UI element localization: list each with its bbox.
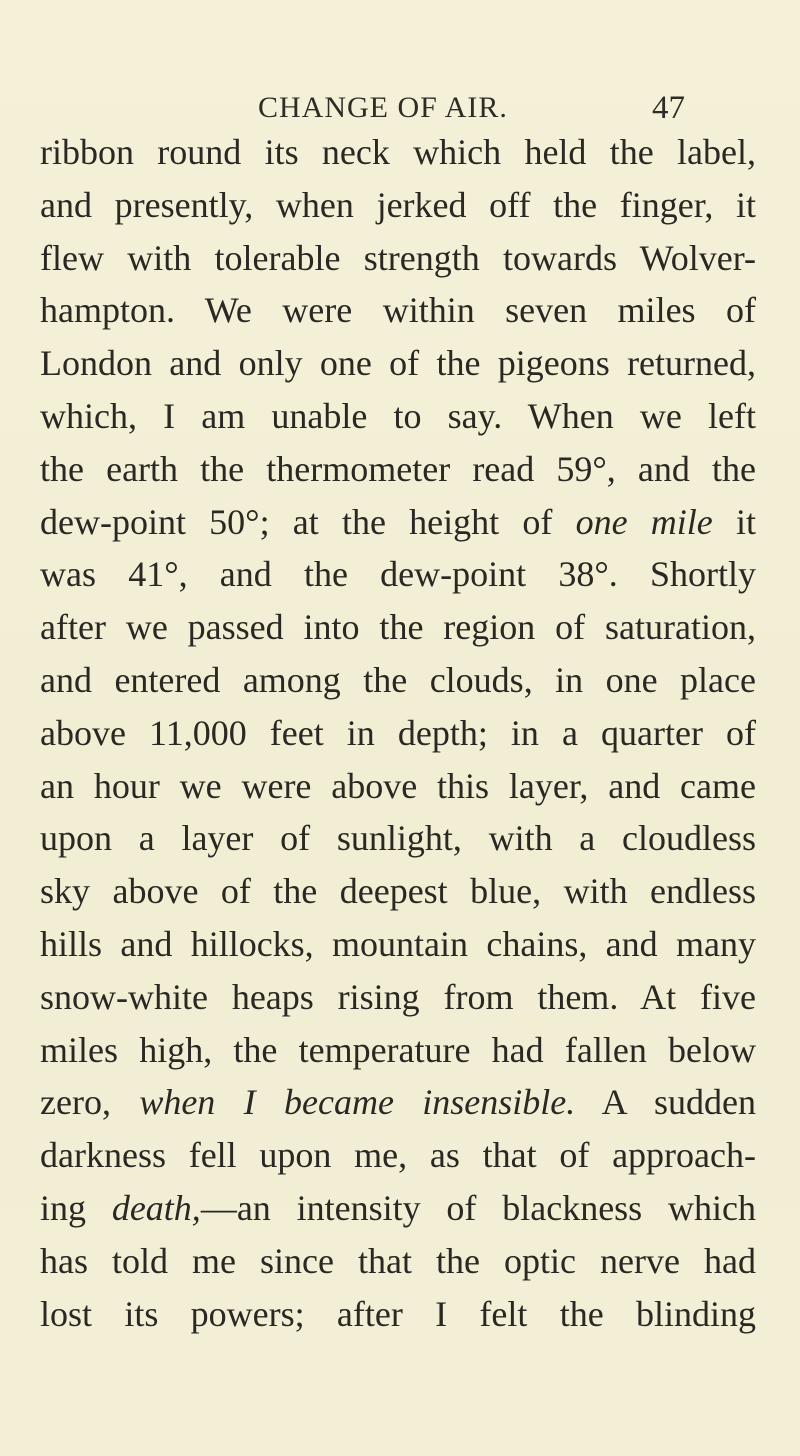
text-line: above 11,000 feet in depth; in a quarter of xyxy=(40,712,756,753)
text-line: London and only one of the pigeons returned, xyxy=(40,343,756,384)
text-line: which, I am unable to say. When we left xyxy=(40,395,756,436)
text-line: zero, when I became insensible. A sudden xyxy=(40,1082,757,1123)
text-line: and entered among the clouds, in one place xyxy=(40,659,756,700)
text-line: miles high, the temperature had fallen below xyxy=(40,1029,756,1070)
text-line: has told me since that the optic nerve had xyxy=(40,1240,756,1281)
text-line: an hour we were above this layer, and came xyxy=(40,765,756,806)
text-line: ing death,—an intensity of blackness which xyxy=(40,1187,756,1228)
running-title: CHANGE OF AIR. xyxy=(258,91,508,124)
text-line: hills and hillocks, mountain chains, and many xyxy=(40,923,756,964)
text-line: dew-point 50°; at the height of one mile it xyxy=(40,501,756,542)
body-text xyxy=(40,126,756,1340)
text-line: darkness fell upon me, as that of approach- xyxy=(40,1135,756,1176)
page-number: 47 xyxy=(652,90,685,126)
text-line: upon a layer of sunlight, with a cloudless xyxy=(40,818,756,859)
text-line: after we passed into the region of saturation, xyxy=(40,607,756,648)
text-line: snow-white heaps rising from them. At five xyxy=(40,976,756,1017)
italic-phrase: death, xyxy=(111,1187,201,1228)
text-line: ribbon round its neck which held the label, xyxy=(40,132,756,172)
italic-phrase: one mile xyxy=(575,501,713,542)
text-line: the earth the thermometer read 59°, and the xyxy=(40,448,756,489)
text-line: flew with tolerable strength towards Wolver- xyxy=(40,237,756,278)
text-line: was 41°, and the dew-point 38°. Shortly xyxy=(40,554,756,595)
text-line: sky above of the deepest blue, with endless xyxy=(40,871,756,912)
text-line: lost its powers; after I felt the blinding xyxy=(40,1293,756,1334)
text-line: hampton. We were within seven miles of xyxy=(40,290,756,331)
text-line: and presently, when jerked off the finger, it xyxy=(40,184,756,225)
italic-phrase: when I became insensible. xyxy=(139,1082,576,1123)
running-head xyxy=(0,88,800,128)
